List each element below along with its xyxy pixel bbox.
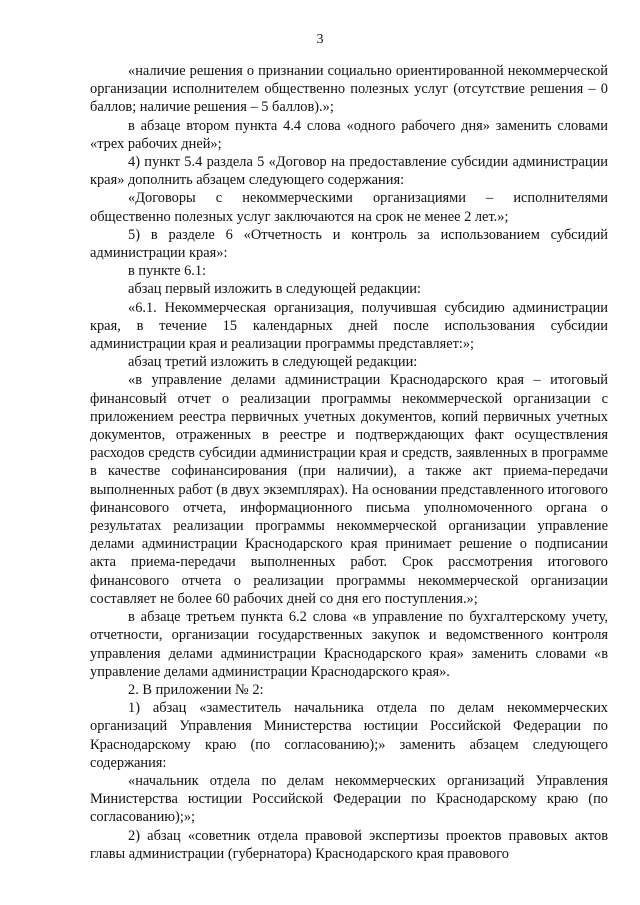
- paragraph: «6.1. Некоммерческая организация, получившая субсидию администрации края, в течение 15 календарных дней после использования субсидии администрации края и реализации программы представляет:»;: [90, 299, 608, 353]
- paragraph: абзац первый изложить в следующей редакции:: [128, 281, 422, 298]
- paragraph: в пункте 6.1:: [128, 263, 207, 280]
- paragraph: «наличие решения о признании социально ориентированной некоммерческой организации исполнителем общественно полезных услуг (отсутствие решения – 0 баллов; наличие решения – 5 баллов).»;: [90, 63, 608, 116]
- paragraph: в абзаце втором пункта 4.4 слова «одного рабочего дня» заменить словами «трех рабочих дней»;: [90, 117, 608, 152]
- paragraph: 5) в разделе 6 «Отчетность и контроль за использованием субсидий администрации края»:: [90, 226, 608, 262]
- paragraph: «в управление делами администрации Краснодарского края – итоговый финансовый отчет о реализации программы некоммерческой организации с приложением реестра первичных учетных документов, копий первичных учетных документов, отраженных в реестре и подтверждающих факт осуществления расходов средств субсидии администрации края и средств, заявленных в программе в качестве софинансирования (при наличии), а также акт приема-передачи выполненных работ (в двух экземплярах). На основании представленного итогового финансового отчета, информационного письма уполномоченного органа о результатах реализации программы некоммерческой организации управление делами администрации Краснодарского края принимает решение о подписании акта приема-передачи выполненных работ. Срок рассмотрения итогового финансового отчета о реализации программы некоммерческой организации составляет не более 60 рабочих дней со дня его поступления.»;: [90, 372, 608, 607]
- paragraph: абзац третий изложить в следующей редакции:: [128, 354, 418, 371]
- paragraph: 1) абзац «заместитель начальника отдела по делам некоммерческих организаций Управления Министерства юстиции Российской Федерации по Краснодарскому краю (по согласованию);» заменить абзацем следующего содержания:: [90, 700, 608, 771]
- paragraph: в абзаце третьем пункта 6.2 слова «в управление по бухгалтерскому учету, отчетности, организации государственных закупок и ведомственного контроля управления делами администрации Краснодарского края» заменить словами «в управление делами администрации Краснодарского края».: [90, 609, 608, 680]
- paragraph: 2) абзац «советник отдела правовой экспертизы проектов правовых актов главы администрации (губернатора) Краснодарского края правового: [90, 827, 608, 862]
- document-body: [90, 62, 608, 863]
- paragraph: 4) пункт 5.4 раздела 5 «Договор на предоставление субсидии администрации края» дополнить абзацем следующего содержания:: [90, 154, 608, 189]
- section-heading: 2. В приложении № 2:: [128, 681, 264, 698]
- paragraph: «Договоры с некоммерческими организациями – исполнителями общественно полезных услуг заключаются на срок не менее 2 лет.»;: [90, 190, 608, 225]
- page-number: 3: [316, 32, 324, 47]
- paragraph: «начальник отдела по делам некоммерческих организаций Управления Министерства юстиции Российской Федерации по Краснодарскому краю (по согласованию);»;: [90, 772, 608, 826]
